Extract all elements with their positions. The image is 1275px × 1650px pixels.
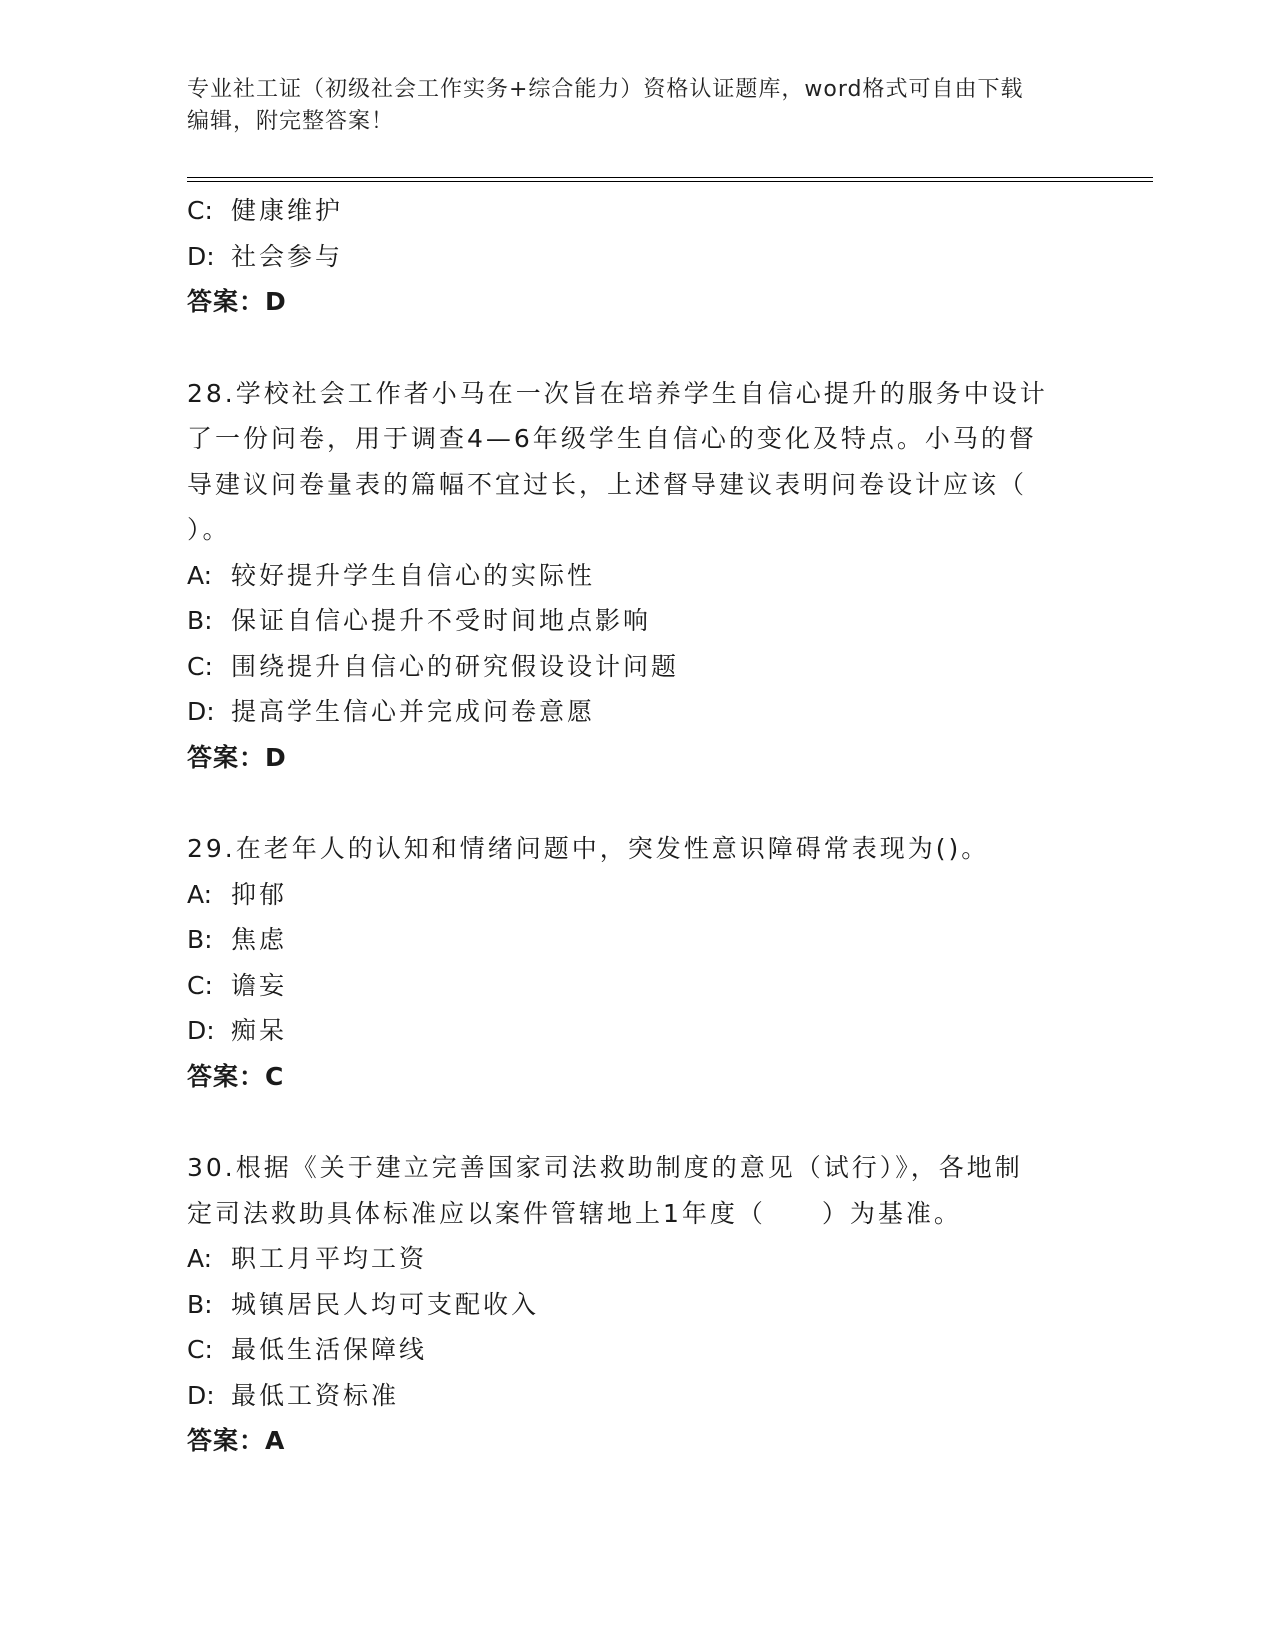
option-text: 谵妄 bbox=[231, 970, 288, 1000]
option-text: 职工月平均工资 bbox=[231, 1244, 428, 1273]
option-c bbox=[187, 963, 1087, 1009]
option-text: 较好提升学生自信心的实际性 bbox=[231, 560, 596, 590]
option-label: D: bbox=[187, 1380, 215, 1410]
option-text: 围绕提升自信心的研究假设设计问题 bbox=[231, 651, 680, 681]
option-a bbox=[187, 553, 1087, 599]
option-text: 抑郁 bbox=[231, 879, 288, 909]
option-text: 提高学生信心并完成问卷意愿 bbox=[231, 697, 596, 726]
question-stem-line: 定司法救助具体标准应以案件管辖地上1年度（ ）为基准。 bbox=[187, 1198, 962, 1228]
answer: 答案：D bbox=[187, 287, 287, 316]
option-text: 最低生活保障线 bbox=[231, 1335, 428, 1364]
answer: 答案：D bbox=[187, 742, 287, 772]
option-c bbox=[187, 644, 1087, 690]
spacer bbox=[187, 325, 1087, 371]
option-text: 痴呆 bbox=[231, 1016, 288, 1045]
option-text: 保证自信心提升不受时间地点影响 bbox=[231, 606, 652, 635]
option-b bbox=[187, 1282, 1087, 1328]
option-d bbox=[187, 1008, 1087, 1054]
option-a bbox=[187, 1236, 1087, 1282]
option-label: D: bbox=[187, 241, 215, 271]
option-label: C: bbox=[187, 970, 213, 1000]
option-label: B: bbox=[187, 925, 213, 954]
option-d bbox=[187, 1373, 1087, 1419]
option-label: C: bbox=[187, 651, 213, 681]
question-stem-line: ）。 bbox=[187, 515, 231, 544]
question-stem-line: 29.在老年人的认知和情绪问题中，突发性意识障碍常表现为()。 bbox=[187, 834, 990, 863]
option-text: 焦虑 bbox=[231, 925, 288, 954]
option-label: D: bbox=[187, 1016, 215, 1045]
answer: 答案：C bbox=[187, 1061, 285, 1091]
option-label: B: bbox=[187, 1289, 213, 1319]
option-label: C: bbox=[187, 196, 213, 225]
option-label: A: bbox=[187, 1244, 213, 1273]
option-text: 最低工资标准 bbox=[231, 1380, 400, 1410]
header-double-rule bbox=[187, 177, 1153, 182]
question-29 bbox=[187, 826, 1087, 1099]
option-b bbox=[187, 598, 1087, 644]
question-stem-line: 28.学校社会工作者小马在一次旨在培养学生自信心提升的服务中设计 bbox=[187, 378, 1048, 408]
option-d bbox=[187, 234, 1087, 280]
option-label: A: bbox=[187, 560, 213, 590]
option-label: A: bbox=[187, 879, 213, 909]
question-27 bbox=[187, 188, 1087, 325]
question-30 bbox=[187, 1145, 1087, 1464]
question-stem-line: 了一份问卷，用于调查4—6年级学生自信心的变化及特点。小马的督 bbox=[187, 424, 1037, 453]
option-c bbox=[187, 188, 1087, 234]
answer: 答案：A bbox=[187, 1426, 286, 1455]
option-label: D: bbox=[187, 697, 215, 726]
option-text: 健康维护 bbox=[231, 196, 344, 225]
option-label: B: bbox=[187, 606, 213, 635]
question-stem-line: 30.根据《关于建立完善国家司法救助制度的意见（试行）》，各地制 bbox=[187, 1153, 1023, 1182]
option-b bbox=[187, 917, 1087, 963]
page-header bbox=[187, 74, 1087, 138]
option-c bbox=[187, 1327, 1087, 1373]
header-line-1: 专业社工证（初级社会工作实务+综合能力）资格认证题库，word格式可自由下载 bbox=[187, 77, 1024, 102]
spacer bbox=[187, 780, 1087, 826]
header-line-2: 编辑，附完整答案！ bbox=[187, 109, 395, 134]
option-d bbox=[187, 689, 1087, 735]
question-28 bbox=[187, 371, 1087, 781]
option-text: 城镇居民人均可支配收入 bbox=[231, 1289, 540, 1319]
option-label: C: bbox=[187, 1335, 213, 1364]
option-text: 社会参与 bbox=[231, 241, 344, 271]
spacer bbox=[187, 1099, 1087, 1145]
question-stem-line: 导建议问卷量表的篇幅不宜过长，上述督导建议表明问卷设计应该（ bbox=[187, 469, 1028, 499]
question-content bbox=[187, 188, 1087, 1464]
option-a bbox=[187, 872, 1087, 918]
